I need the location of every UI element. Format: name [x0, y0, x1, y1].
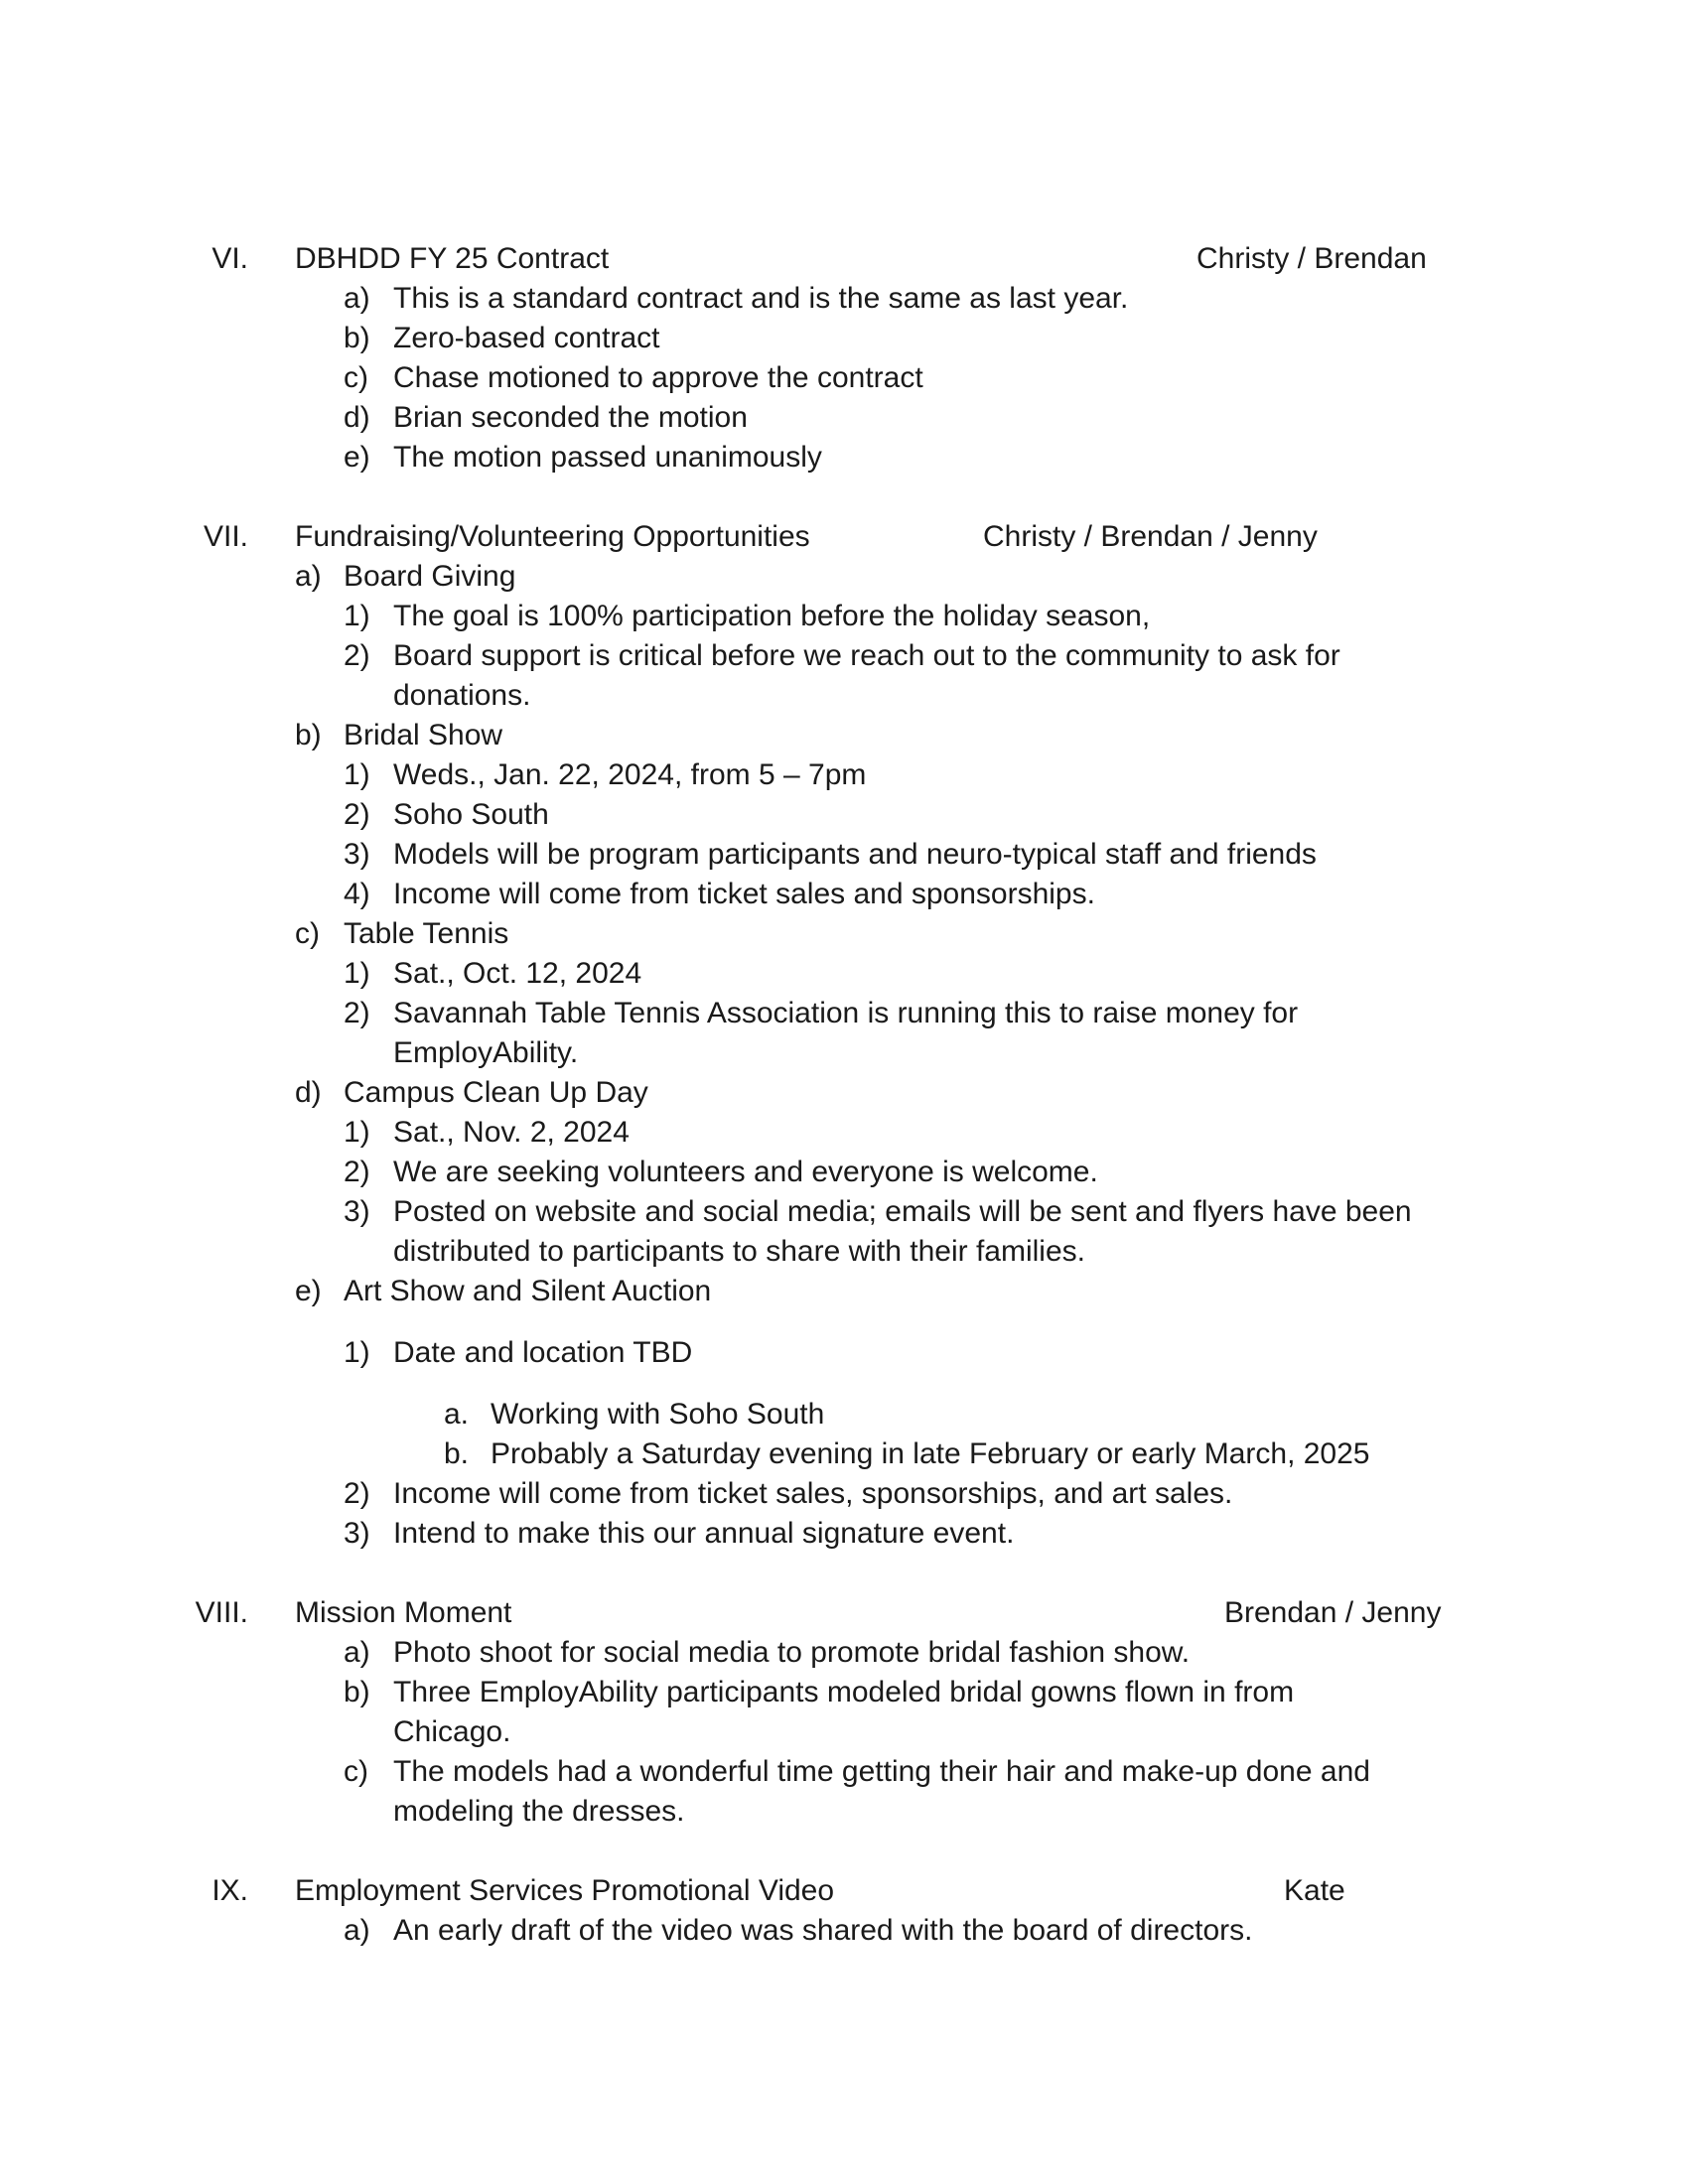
- subitem-marker: 1): [344, 1336, 370, 1369]
- item-marker: b): [295, 719, 322, 751]
- item-marker: b): [344, 322, 370, 354]
- subitem-text-continued: EmployAbility.: [393, 1036, 579, 1069]
- subitem-marker: 3): [344, 1517, 370, 1550]
- item-text: Chase motioned to approve the contract: [393, 361, 923, 394]
- subsubitem-text: Working with Soho South: [491, 1398, 825, 1431]
- item-marker: e): [344, 441, 370, 474]
- item-text: The motion passed unanimously: [393, 441, 822, 474]
- subitem-marker: 1): [344, 600, 370, 632]
- item-text: Photo shoot for social media to promote bridal fashion show.: [393, 1636, 1191, 1669]
- item-text: An early draft of the video was shared with the board of directors.: [393, 1914, 1253, 1947]
- subitem-text-continued: donations.: [393, 679, 531, 712]
- item-text: Campus Clean Up Day: [344, 1076, 648, 1109]
- subitem-text: Posted on website and social media; emails will be sent and flyers have been: [393, 1195, 1412, 1228]
- item-marker: c): [295, 917, 320, 950]
- subsubitem-text: Probably a Saturday evening in late February or early March, 2025: [491, 1437, 1370, 1470]
- section-title: Employment Services Promotional Video: [295, 1874, 835, 1907]
- item-text: Bridal Show: [344, 719, 503, 751]
- item-marker: c): [344, 1755, 368, 1788]
- section-numeral: VII.: [203, 520, 248, 553]
- item-text: Brian seconded the motion: [393, 401, 748, 434]
- item-marker: d): [295, 1076, 322, 1109]
- item-text: Board Giving: [344, 560, 516, 593]
- item-marker: c): [344, 361, 368, 394]
- subitem-marker: 3): [344, 1195, 370, 1228]
- subitem-marker: 2): [344, 798, 370, 831]
- item-text: Table Tennis: [344, 917, 509, 950]
- section-presenter: Christy / Brendan / Jenny: [983, 520, 1318, 553]
- subitem-text: Intend to make this our annual signature event.: [393, 1517, 1015, 1550]
- subitem-marker: 2): [344, 997, 370, 1029]
- section-numeral: IX.: [211, 1874, 248, 1907]
- subitem-text: Income will come from ticket sales, sponsorships, and art sales.: [393, 1477, 1233, 1510]
- subitem-marker: 1): [344, 1116, 370, 1149]
- subitem-marker: 2): [344, 1477, 370, 1510]
- subitem-marker: 1): [344, 758, 370, 791]
- subitem-marker: 3): [344, 838, 370, 871]
- subitem-text: We are seeking volunteers and everyone is welcome.: [393, 1156, 1098, 1188]
- subitem-text-continued: distributed to participants to share with their families.: [393, 1235, 1085, 1268]
- item-text: Three EmployAbility participants modeled bridal gowns flown in from: [393, 1676, 1295, 1708]
- section-presenter: Kate: [1284, 1874, 1345, 1907]
- item-text-continued: modeling the dresses.: [393, 1795, 685, 1828]
- subitem-marker: 2): [344, 639, 370, 672]
- section-presenter: Christy / Brendan: [1196, 242, 1427, 275]
- subitem-text: Sat., Oct. 12, 2024: [393, 957, 642, 990]
- subsubitem-marker: b.: [444, 1437, 470, 1470]
- section-numeral: VI.: [211, 242, 248, 275]
- item-marker: b): [344, 1676, 370, 1708]
- item-marker: a): [295, 560, 322, 593]
- section-numeral: VIII.: [195, 1596, 248, 1629]
- subitem-text: Soho South: [393, 798, 549, 831]
- section-title: DBHDD FY 25 Contract: [295, 242, 610, 275]
- item-text: This is a standard contract and is the same as last year.: [393, 282, 1129, 315]
- section-title: Mission Moment: [295, 1596, 512, 1629]
- item-text: Art Show and Silent Auction: [344, 1275, 712, 1307]
- subitem-text: Income will come from ticket sales and sponsorships.: [393, 878, 1095, 910]
- item-text: The models had a wonderful time getting their hair and make-up done and: [393, 1755, 1370, 1788]
- subitem-text: Sat., Nov. 2, 2024: [393, 1116, 630, 1149]
- item-marker: a): [344, 1636, 370, 1669]
- subitem-text: Savannah Table Tennis Association is running this to raise money for: [393, 997, 1299, 1029]
- item-text-continued: Chicago.: [393, 1715, 511, 1748]
- section-presenter: Brendan / Jenny: [1224, 1596, 1442, 1629]
- subsubitem-marker: a.: [444, 1398, 470, 1431]
- subitem-text: Date and location TBD: [393, 1336, 693, 1369]
- subitem-text: Board support is critical before we reach out to the community to ask for: [393, 639, 1340, 672]
- item-marker: e): [295, 1275, 322, 1307]
- item-text: Zero-based contract: [393, 322, 660, 354]
- subitem-text: Models will be program participants and neuro-typical staff and friends: [393, 838, 1317, 871]
- item-marker: d): [344, 401, 370, 434]
- subitem-text: The goal is 100% participation before the holiday season,: [393, 600, 1151, 632]
- subitem-marker: 1): [344, 957, 370, 990]
- item-marker: a): [344, 282, 370, 315]
- item-marker: a): [344, 1914, 370, 1947]
- subitem-marker: 2): [344, 1156, 370, 1188]
- section-title: Fundraising/Volunteering Opportunities: [295, 520, 810, 553]
- subitem-text: Weds., Jan. 22, 2024, from 5 – 7pm: [393, 758, 867, 791]
- subitem-marker: 4): [344, 878, 370, 910]
